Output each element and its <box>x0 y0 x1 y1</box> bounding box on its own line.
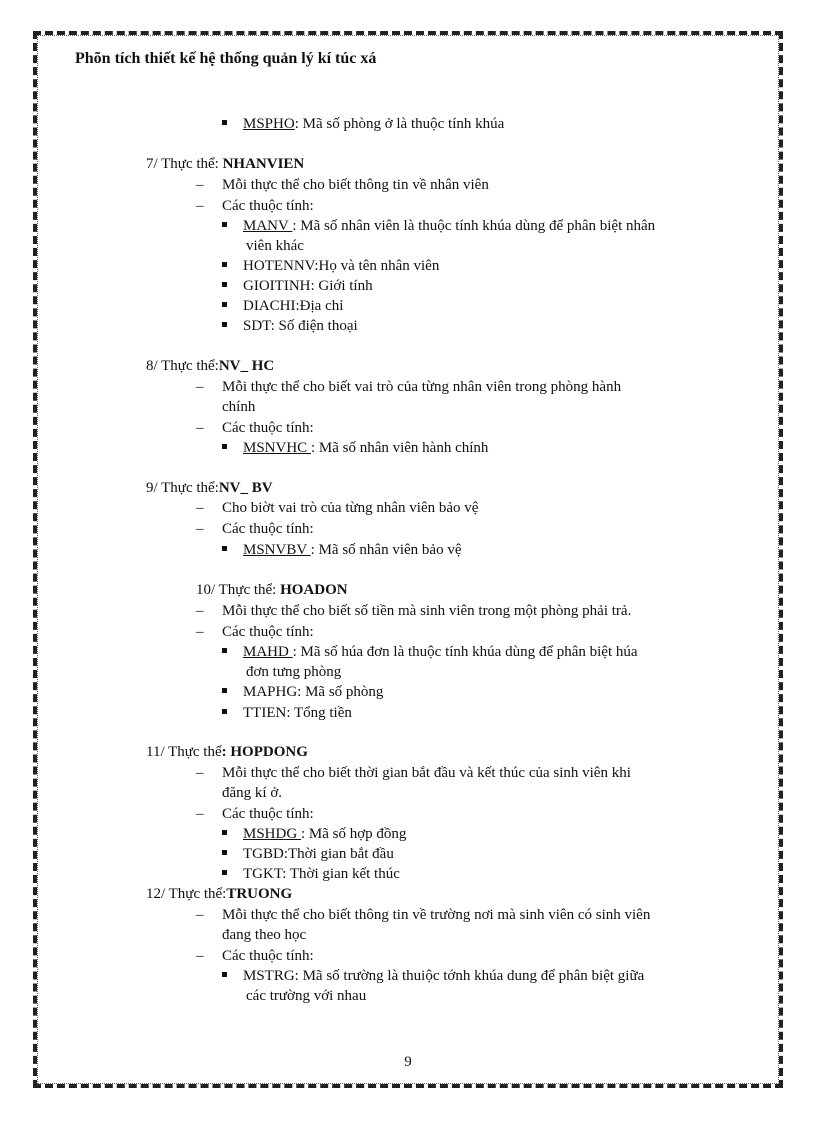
list-item: DIACHI:Địa chỉ <box>222 296 343 316</box>
list-item: MSHDG : Mã số hợp đồng <box>222 824 406 844</box>
list-item: MSPHO: Mã số phòng ở là thuộc tính khúa <box>222 114 504 134</box>
list-item-continuation: đang theo học <box>222 927 307 943</box>
section-heading: 8/ Thực thể:NV_ HC <box>146 358 275 374</box>
list-item: MAHD : Mã số húa đơn là thuộc tính khúa dùng để phân biệt húa <box>222 642 638 662</box>
bullet-icon <box>222 850 227 855</box>
list-item: TGKT: Thời gian kết thúc <box>222 864 400 884</box>
bullet-icon <box>222 282 227 287</box>
list-item: – Mỗi thực thể cho biết thông tin về nhân viên <box>196 177 489 193</box>
list-item: – Các thuộc tính: <box>196 420 314 436</box>
list-item: SDT: Số điện thoại <box>222 316 358 336</box>
section-heading: 10/ Thực thể: HOADON <box>196 582 348 598</box>
page-header: Phõn tích thiết kế hệ thống quản lý kí túc xá <box>75 50 377 67</box>
list-item: – Các thuộc tính: <box>196 806 314 822</box>
bullet-icon <box>222 322 227 327</box>
list-item: MAPHG: Mã số phòng <box>222 682 383 702</box>
list-item: GIOITINH: Giới tính <box>222 276 373 296</box>
list-item: MSNVHC : Mã số nhân viên hành chính <box>222 438 488 458</box>
bullet-icon <box>222 444 227 449</box>
list-item: MSTRG: Mã số trường là thuiộc tớnh khúa dung để phân biệt giữa <box>222 966 644 986</box>
section-heading: 11/ Thực thể: HOPDONG <box>146 744 308 760</box>
bullet-icon <box>222 546 227 551</box>
list-item-continuation: chính <box>222 399 256 415</box>
bullet-icon <box>222 830 227 835</box>
bullet-icon <box>222 688 227 693</box>
bullet-icon <box>222 262 227 267</box>
bullet-icon <box>222 972 227 977</box>
list-item-continuation: đơn tưng phòng <box>246 664 342 680</box>
bullet-icon <box>222 648 227 653</box>
list-item: – Cho biờt vai trò của từng nhân viên bảo vệ <box>196 500 479 516</box>
list-item-continuation: đăng kí ở. <box>222 785 283 801</box>
list-item: – Các thuộc tính: <box>196 198 314 214</box>
bullet-icon <box>222 870 227 875</box>
list-item: – Các thuộc tính: <box>196 521 314 537</box>
list-item-continuation: viên khác <box>246 238 304 254</box>
list-item: – Mỗi thực thể cho biết vai trò của từng nhân viên trong phòng hành <box>196 379 622 395</box>
section-heading: 7/ Thực thể: NHANVIEN <box>146 156 305 172</box>
section-heading: 12/ Thực thể:TRUONG <box>146 886 293 902</box>
list-item: TTIEN: Tổng tiền <box>222 703 352 723</box>
list-item: – Mỗi thực thể cho biết thông tin về trường nơi mà sinh viên có sinh viên <box>196 907 651 923</box>
list-item: – Mỗi thực thể cho biết số tiền mà sinh viên trong một phòng phải trả. <box>196 603 632 619</box>
bullet-icon <box>222 222 227 227</box>
list-item: MSNVBV : Mã số nhân viên bảo vệ <box>222 540 461 560</box>
bullet-icon <box>222 302 227 307</box>
list-item-continuation: các trường với nhau <box>246 988 367 1004</box>
page-number: 9 <box>404 1054 412 1070</box>
list-item: – Mỗi thực thể cho biết thời gian bắt đầu và kết thúc của sinh viên khi <box>196 765 631 781</box>
bullet-icon <box>222 120 227 125</box>
list-item: HOTENNV:Họ và tên nhân viên <box>222 256 439 276</box>
list-item: TGBD:Thời gian bắt đầu <box>222 844 394 864</box>
list-item: – Các thuộc tính: <box>196 948 314 964</box>
section-heading: 9/ Thực thể:NV_ BV <box>146 480 273 496</box>
list-item: – Các thuộc tính: <box>196 624 314 640</box>
bullet-icon <box>222 709 227 714</box>
list-item: MANV : Mã số nhân viên là thuộc tính khúa dùng để phân biệt nhân <box>222 216 655 236</box>
